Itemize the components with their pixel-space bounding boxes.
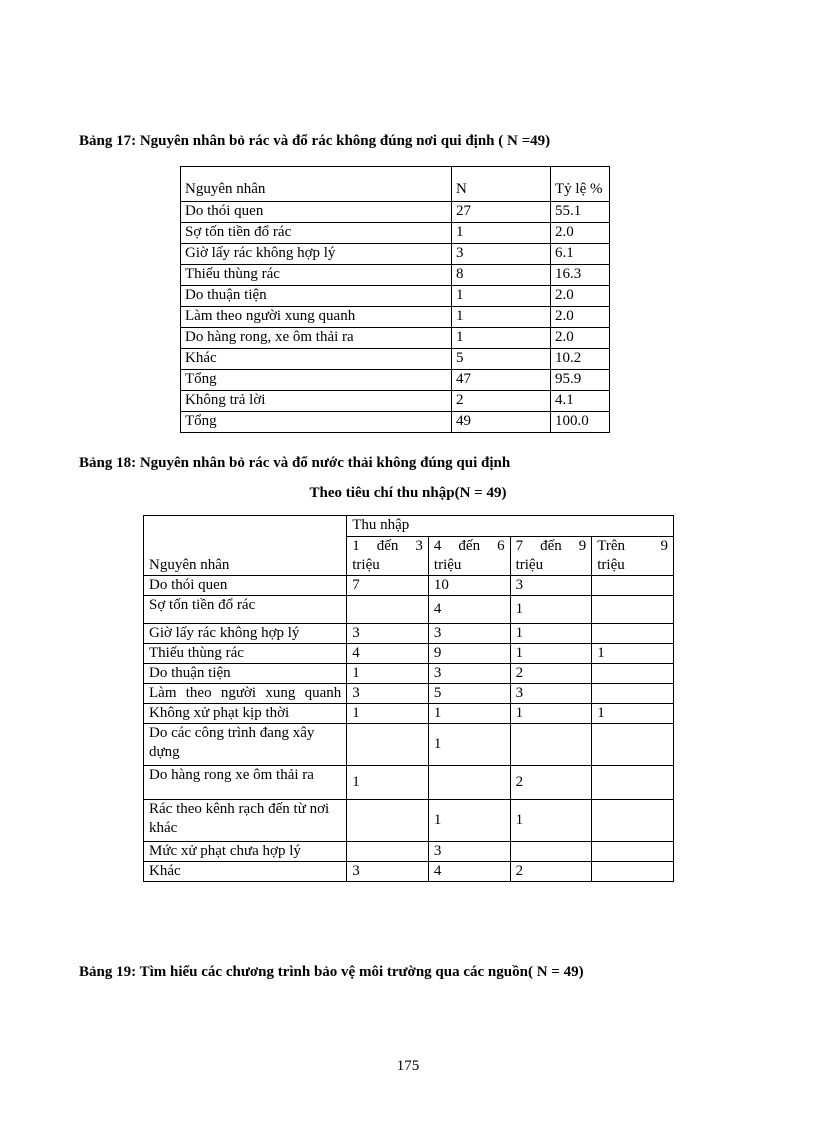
row-label: Rác theo kênh rạch đến từ nơi khác <box>144 800 347 842</box>
cell: Tổng <box>181 412 452 433</box>
cell <box>347 596 429 624</box>
table-row <box>144 596 674 624</box>
table-19-caption: Bảng 19: Tìm hiểu các chương trình bảo vệ môi trường qua các nguồn( N = 49) <box>79 964 584 980</box>
column-header-line: 4 đến 6 <box>433 538 505 554</box>
table-18-subcaption: Theo tiêu chí thu nhập(N = 49) <box>309 485 507 501</box>
cell: 1 <box>347 766 429 800</box>
cell: 2 <box>510 862 592 882</box>
table-row <box>144 576 674 596</box>
cell: 1 <box>428 724 510 766</box>
cell: 7 <box>347 576 429 596</box>
table-row <box>144 624 674 644</box>
table-header-row <box>181 167 610 202</box>
cell: Sợ tốn tiền đổ rác <box>181 223 452 244</box>
column-header: Tỷ lệ % <box>551 167 610 202</box>
table-18-caption: Bảng 18: Nguyên nhân bỏ rác và đổ nước thải không đúng qui định <box>79 455 511 471</box>
cell <box>592 724 674 766</box>
cell: 4.1 <box>551 391 610 412</box>
cell: 3 <box>428 624 510 644</box>
cell: Do thói quen <box>181 202 452 223</box>
cell: 10 <box>428 576 510 596</box>
cell <box>592 684 674 704</box>
cell <box>592 862 674 882</box>
column-header-line: triệu <box>433 557 462 573</box>
table-row <box>181 286 610 307</box>
cell <box>592 766 674 800</box>
cell <box>347 842 429 862</box>
cell <box>592 624 674 644</box>
table-17-caption: Bảng 17: Nguyên nhân bỏ rác và đổ rác không đúng nơi qui định ( N =49) <box>79 133 551 149</box>
row-label: Mức xử phạt chưa hợp lý <box>144 842 347 862</box>
group-header: Thu nhập <box>347 516 674 537</box>
cell: Làm theo người xung quanh <box>181 307 452 328</box>
cell <box>428 766 510 800</box>
table-row <box>144 704 674 724</box>
table-row <box>144 664 674 684</box>
cell: Do hàng rong, xe ôm thải ra <box>181 328 452 349</box>
cell: 2.0 <box>551 307 610 328</box>
cell: 3 <box>510 684 592 704</box>
column-header: N <box>452 167 551 202</box>
cell <box>510 842 592 862</box>
cell: 3 <box>347 862 429 882</box>
cell: 9 <box>428 644 510 664</box>
column-header <box>510 537 592 576</box>
cell: 55.1 <box>551 202 610 223</box>
cell: 1 <box>347 704 429 724</box>
cell <box>592 800 674 842</box>
table-row <box>181 307 610 328</box>
cell: 6.1 <box>551 244 610 265</box>
column-header-line: Trên 9 <box>597 538 668 554</box>
cell: 1 <box>510 624 592 644</box>
cell <box>592 596 674 624</box>
row-label: Do thuận tiện <box>144 664 347 684</box>
table-row <box>181 349 610 370</box>
cell: 100.0 <box>551 412 610 433</box>
row-header: Nguyên nhân <box>144 516 347 576</box>
table-row <box>181 202 610 223</box>
table-row <box>181 244 610 265</box>
cell: 95.9 <box>551 370 610 391</box>
cell: 1 <box>452 328 551 349</box>
cell: 1 <box>510 596 592 624</box>
page-number: 175 <box>396 1058 420 1074</box>
column-header-line: triệu <box>597 557 625 573</box>
table-row <box>144 766 674 800</box>
cell: Thiếu thùng rác <box>181 265 452 286</box>
table-18 <box>143 515 674 882</box>
table-row <box>181 223 610 244</box>
cell: Không trả lời <box>181 391 452 412</box>
column-header <box>347 537 429 576</box>
cell: Tổng <box>181 370 452 391</box>
cell: 2.0 <box>551 223 610 244</box>
table-17 <box>180 166 610 433</box>
cell: 2 <box>510 664 592 684</box>
table-row <box>144 842 674 862</box>
table-row <box>181 370 610 391</box>
cell: 1 <box>592 644 674 664</box>
column-header-line: 7 đến 9 <box>515 538 587 554</box>
column-header-line: triệu <box>515 557 544 573</box>
cell: 1 <box>347 664 429 684</box>
cell: 10.2 <box>551 349 610 370</box>
cell: 47 <box>452 370 551 391</box>
cell: Giờ lấy rác không hợp lý <box>181 244 452 265</box>
row-label: Do hàng rong xe ôm thải ra <box>144 766 347 800</box>
cell: Do thuận tiện <box>181 286 452 307</box>
row-label <box>144 684 347 704</box>
cell: 49 <box>452 412 551 433</box>
cell <box>510 724 592 766</box>
column-header-line: triệu <box>352 557 380 573</box>
cell: 2 <box>510 766 592 800</box>
row-label: Giờ lấy rác không hợp lý <box>144 624 347 644</box>
cell: 1 <box>510 704 592 724</box>
cell: 3 <box>510 576 592 596</box>
cell: 3 <box>452 244 551 265</box>
cell: 4 <box>347 644 429 664</box>
column-header-line: 1 đến 3 <box>352 538 423 554</box>
row-label: Thiếu thùng rác <box>144 644 347 664</box>
cell <box>592 664 674 684</box>
cell <box>592 842 674 862</box>
cell <box>347 724 429 766</box>
cell: 4 <box>428 862 510 882</box>
cell: 16.3 <box>551 265 610 286</box>
cell: 4 <box>428 596 510 624</box>
table-row <box>181 391 610 412</box>
table-row <box>181 265 610 286</box>
cell: 2.0 <box>551 286 610 307</box>
cell: 1 <box>428 704 510 724</box>
cell: 3 <box>347 684 429 704</box>
cell: 1 <box>452 286 551 307</box>
cell: 1 <box>452 307 551 328</box>
cell <box>347 800 429 842</box>
cell: 2 <box>452 391 551 412</box>
cell: 3 <box>347 624 429 644</box>
column-header <box>428 537 510 576</box>
row-label: Khác <box>144 862 347 882</box>
row-label-text: Làm theo người xung quanh <box>149 685 342 701</box>
cell: 1 <box>428 800 510 842</box>
cell: 2.0 <box>551 328 610 349</box>
column-header <box>592 537 674 576</box>
column-header: Nguyên nhân <box>181 167 452 202</box>
table-row <box>144 724 674 766</box>
row-label: Do các công trình đang xây dựng <box>144 724 347 766</box>
cell: 5 <box>452 349 551 370</box>
table-header-row <box>144 516 674 537</box>
table-row <box>144 684 674 704</box>
cell: Khác <box>181 349 452 370</box>
cell <box>592 576 674 596</box>
table-row <box>181 328 610 349</box>
row-label: Sợ tốn tiền đổ rác <box>144 596 347 624</box>
table-row <box>144 800 674 842</box>
cell: 8 <box>452 265 551 286</box>
table-row <box>181 412 610 433</box>
cell: 1 <box>452 223 551 244</box>
row-label: Do thói quen <box>144 576 347 596</box>
cell: 1 <box>592 704 674 724</box>
cell: 5 <box>428 684 510 704</box>
cell: 3 <box>428 842 510 862</box>
cell: 1 <box>510 644 592 664</box>
table-row <box>144 644 674 664</box>
cell: 1 <box>510 800 592 842</box>
cell: 27 <box>452 202 551 223</box>
row-label: Không xử phạt kịp thời <box>144 704 347 724</box>
table-row <box>144 862 674 882</box>
cell: 3 <box>428 664 510 684</box>
